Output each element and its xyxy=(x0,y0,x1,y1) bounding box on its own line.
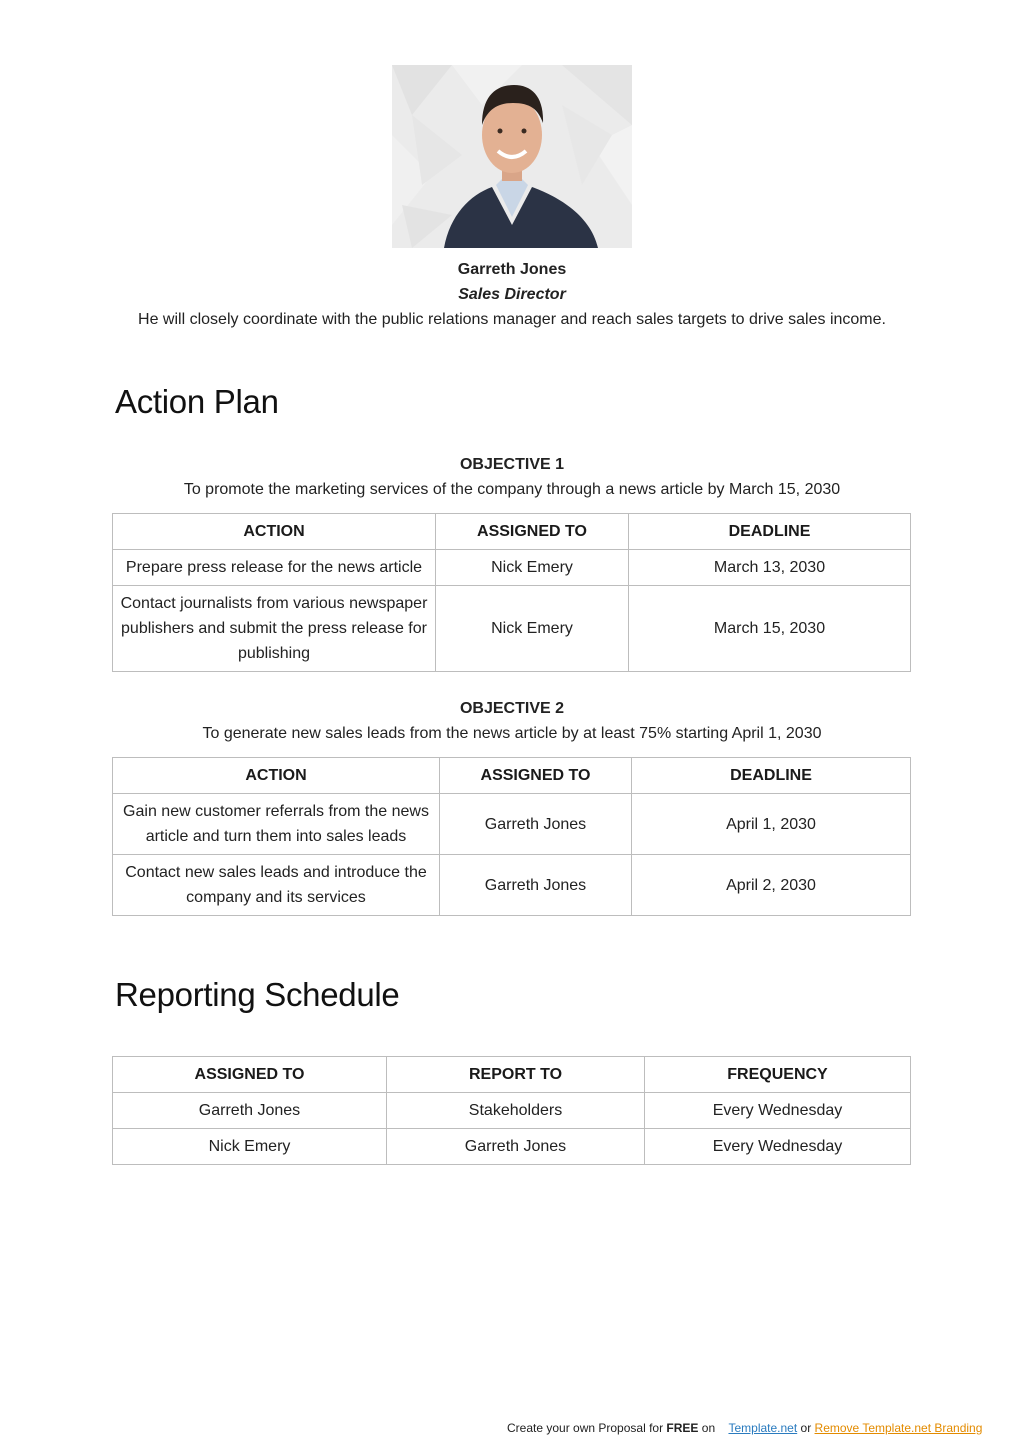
reporting-schedule-heading: Reporting Schedule xyxy=(115,976,400,1013)
profile-photo-illustration xyxy=(392,65,632,248)
column-header-deadline: DEADLINE xyxy=(629,514,911,550)
footer-free: FREE xyxy=(666,1421,699,1435)
deadline-cell: April 2, 2030 xyxy=(632,855,911,916)
column-header-deadline: DEADLINE xyxy=(632,758,911,794)
column-header-assigned-to: ASSIGNED TO xyxy=(436,514,629,550)
template-net-link[interactable]: Template.net xyxy=(728,1421,798,1435)
objective-1-title: OBJECTIVE 1 xyxy=(459,456,565,473)
objective-2-table xyxy=(112,757,911,916)
profile-title: Sales Director xyxy=(458,286,566,303)
table-header-row xyxy=(113,1057,911,1093)
column-header-frequency: FREQUENCY xyxy=(645,1057,911,1093)
objective-2-title: OBJECTIVE 2 xyxy=(459,700,565,717)
frequency-cell: Every Wednesday xyxy=(645,1093,911,1129)
assigned-to-cell: Nick Emery xyxy=(436,586,629,672)
profile-photo xyxy=(392,65,632,248)
table-row xyxy=(113,586,911,672)
column-header-assigned-to: ASSIGNED TO xyxy=(440,758,632,794)
column-header-report-to: REPORT TO xyxy=(387,1057,645,1093)
deadline-cell: April 1, 2030 xyxy=(632,794,911,855)
frequency-cell: Every Wednesday xyxy=(645,1129,911,1165)
remove-branding-link[interactable]: Remove Template.net Branding xyxy=(814,1421,983,1435)
table-row xyxy=(113,1093,911,1129)
objective-2-description: To generate new sales leads from the news article by at least 75% starting April 1, 2030 xyxy=(202,725,822,742)
action-cell: Contact journalists from various newspaper publishers and submit the press release for publishing xyxy=(113,586,436,672)
action-cell: Contact new sales leads and introduce the company and its services xyxy=(113,855,440,916)
footer-branding xyxy=(507,1419,982,1437)
assigned-to-cell: Garreth Jones xyxy=(440,855,632,916)
reporting-schedule-table xyxy=(112,1056,911,1165)
profile-description: He will closely coordinate with the public relations manager and reach sales targets to drive sales income. xyxy=(138,311,886,328)
deadline-cell: March 15, 2030 xyxy=(629,586,911,672)
table-row xyxy=(113,855,911,916)
column-header-assigned-to: ASSIGNED TO xyxy=(113,1057,387,1093)
objective-1-description: To promote the marketing services of the company through a news article by March 15, 2030 xyxy=(183,481,841,498)
objective-1-table xyxy=(112,513,911,672)
assigned-to-cell: Garreth Jones xyxy=(440,794,632,855)
table-row xyxy=(113,1129,911,1165)
assigned-to-cell: Garreth Jones xyxy=(113,1093,387,1129)
report-to-cell: Garreth Jones xyxy=(387,1129,645,1165)
footer-on: on xyxy=(698,1421,716,1435)
footer-prefix: Create your own Proposal for xyxy=(507,1421,667,1435)
assigned-to-cell: Nick Emery xyxy=(113,1129,387,1165)
action-cell: Prepare press release for the news article xyxy=(113,550,436,586)
table-header-row xyxy=(113,758,911,794)
profile-name: Garreth Jones xyxy=(457,261,567,278)
action-cell: Gain new customer referrals from the news article and turn them into sales leads xyxy=(113,794,440,855)
assigned-to-cell: Nick Emery xyxy=(436,550,629,586)
footer-or: or xyxy=(797,1421,815,1435)
action-plan-heading: Action Plan xyxy=(115,383,279,420)
table-row xyxy=(113,794,911,855)
column-header-action: ACTION xyxy=(113,514,436,550)
table-header-row xyxy=(113,514,911,550)
column-header-action: ACTION xyxy=(113,758,440,794)
deadline-cell: March 13, 2030 xyxy=(629,550,911,586)
report-to-cell: Stakeholders xyxy=(387,1093,645,1129)
table-row xyxy=(113,550,911,586)
